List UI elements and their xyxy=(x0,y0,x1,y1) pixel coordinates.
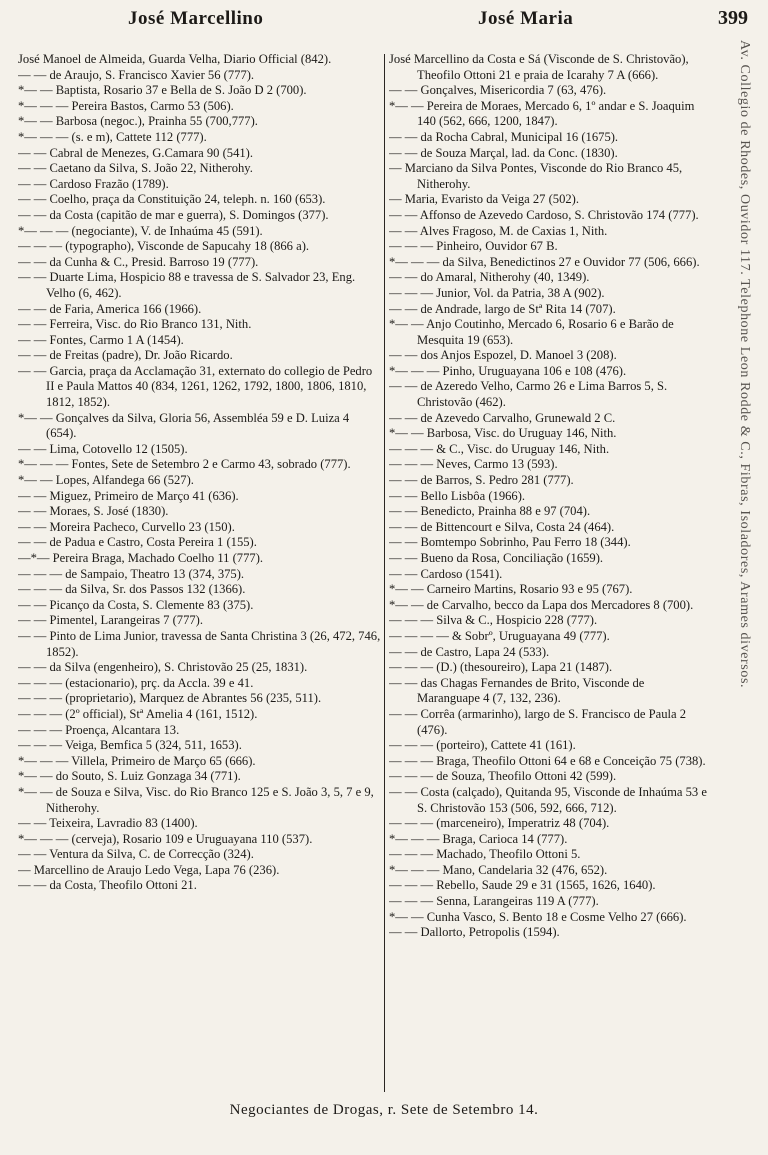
directory-entry: — — Pinto de Lima Junior, travessa de Santa Christina 3 (26, 472, 746, 1852). xyxy=(18,628,381,659)
directory-entry: — — — Silva & C., Hospicio 228 (777). xyxy=(389,613,598,628)
right-column xyxy=(389,52,709,1092)
directory-entry: — — Costa (calçado), Quitanda 95, Visconde de Inhaúma 53 e S. Christovão 153 (506, 592, 666, 712). xyxy=(389,784,707,815)
directory-entry: — — Gonçalves, Misericordia 7 (63, 476). xyxy=(389,83,607,98)
directory-entry: — — — Rebello, Saude 29 e 31 (1565, 1626, 1640). xyxy=(389,878,656,893)
directory-entry: *— — Barbosa (negoc.), Prainha 55 (700,777). xyxy=(18,114,258,129)
directory-entry: — — Ferreira, Visc. do Rio Branco 131, Nith. xyxy=(18,317,252,332)
directory-entry: — — de Barros, S. Pedro 281 (777). xyxy=(389,473,574,488)
directory-entry: — — — (2º official), Stª Amelia 4 (161, 1512). xyxy=(18,706,258,721)
directory-entry: *— — Cunha Vasco, S. Bento 18 e Cosme Velho 27 (666). xyxy=(389,909,687,924)
directory-entry: — — da Rocha Cabral, Municipal 16 (1675). xyxy=(389,129,619,144)
running-head xyxy=(0,0,768,46)
directory-entry: — — — (estacionario), prç. da Accla. 39 e 41. xyxy=(18,675,254,690)
directory-entry: *— — Lopes, Alfandega 66 (527). xyxy=(18,473,194,488)
directory-entry: — — — Braga, Theofilo Ottoni 64 e 68 e Conceição 75 (738). xyxy=(389,753,706,768)
directory-entry: — — de Souza Marçal, lad. da Conc. (1830). xyxy=(389,145,618,160)
directory-entry: — — — Machado, Theofilo Ottoni 5. xyxy=(389,847,581,862)
directory-entry: — — da Costa, Theofilo Ottoni 21. xyxy=(18,878,197,893)
directory-entry: — — Benedicto, Prainha 88 e 97 (704). xyxy=(389,504,591,519)
running-head-left: José Marcellino xyxy=(128,8,264,29)
directory-entry: — Marcellino de Araujo Ledo Vega, Lapa 76 (236). xyxy=(18,862,280,877)
directory-entry: *— — — Mano, Candelaria 32 (476, 652). xyxy=(389,862,608,877)
directory-entry: — — Caetano da Silva, S. João 22, Nitherohy. xyxy=(18,161,253,176)
directory-entry: — — de Padua e Castro, Costa Pereira 1 (155). xyxy=(18,535,257,550)
directory-entry: — — Miguez, Primeiro de Março 41 (636). xyxy=(18,488,239,503)
directory-entry: — — de Azeredo Velho, Carmo 26 e Lima Barros 5, S. Christovão (462). xyxy=(389,379,668,410)
directory-entry: — — Duarte Lima, Hospicio 88 e travessa de S. Salvador 23, Eng. Velho (6, 462). xyxy=(18,270,356,300)
directory-entry: — — Lima, Cotovello 12 (1505). xyxy=(18,441,188,456)
directory-entry: — — Dallorto, Petropolis (1594). xyxy=(389,925,560,940)
directory-entry: — — de Faria, America 166 (1966). xyxy=(18,301,202,316)
directory-entry: —*— Pereira Braga, Machado Coelho 11 (777). xyxy=(18,551,264,565)
directory-entry: — — — Junior, Vol. da Patria, 38 A (902). xyxy=(389,285,605,300)
directory-entry: — Maria, Evaristo da Veiga 27 (502). xyxy=(389,192,580,207)
directory-entry: *— — — Braga, Carioca 14 (777). xyxy=(389,831,568,846)
directory-entry: *— — Barbosa, Visc. do Uruguay 146, Nith. xyxy=(389,426,617,441)
directory-entry: — — Cabral de Menezes, G.Camara 90 (541). xyxy=(18,145,254,160)
directory-entry: — — de Castro, Lapa 24 (533). xyxy=(389,644,550,659)
directory-entry: — — — (marceneiro), Imperatriz 48 (704). xyxy=(389,816,610,831)
directory-entry: — — Corrêa (armarinho), largo de S. Francisco de Paula 2 (476). xyxy=(389,706,687,737)
directory-entry: — — da Costa (capitão de mar e guerra), S. Domingos (377). xyxy=(18,207,329,222)
directory-entry: — — de Andrade, largo de Stª Rita 14 (707). xyxy=(389,301,616,316)
directory-entry: — — — — & Sobrº, Uruguayana 49 (777). xyxy=(389,628,610,643)
running-head-right: José Maria xyxy=(478,8,574,29)
directory-entry: — — Bomtempo Sobrinho, Pau Ferro 18 (344). xyxy=(389,535,631,550)
directory-entry: *— — — da Silva, Benedictinos 27 e Ouvidor 77 (506, 666). xyxy=(389,254,700,269)
directory-entry: — — Moraes, S. José (1830). xyxy=(18,504,169,519)
directory-entry: — — Alves Fragoso, M. de Caxias 1, Nith. xyxy=(389,223,608,238)
directory-entry: *— — Carneiro Martins, Rosario 93 e 95 (767). xyxy=(389,582,633,597)
footer-advertisement: Negociantes de Drogas, r. Sete de Setembro 14. xyxy=(229,1102,539,1118)
directory-entry: — — de Azevedo Carvalho, Grunewald 2 C. xyxy=(389,410,616,425)
directory-entry: *— — — (s. e m), Cattete 112 (777). xyxy=(18,129,207,144)
directory-entry: — — dos Anjos Espozel, D. Manoel 3 (208). xyxy=(389,348,617,363)
directory-entry: — — — Veiga, Bemfica 5 (324, 511, 1653). xyxy=(18,738,242,753)
directory-entry: — — Pimentel, Larangeiras 7 (777). xyxy=(18,613,204,628)
directory-entry: *— — de Souza e Silva, Visc. do Rio Branco 125 e S. João 3, 5, 7 e 9, Nitherohy. xyxy=(18,784,374,815)
directory-entry: — — — de Sampaio, Theatro 13 (374, 375). xyxy=(18,566,245,581)
directory-entry: — — — (proprietario), Marquez de Abrantes 56 (235, 511). xyxy=(18,691,322,706)
directory-entry: — — Teixeira, Lavradio 83 (1400). xyxy=(18,816,198,831)
directory-entry: *— — Pereira de Moraes, Mercado 6, 1º andar e S. Joaquim 140 (562, 666, 1200, 1847). xyxy=(389,98,695,129)
directory-entry: — — das Chagas Fernandes de Brito, Visconde de Maranguape 4 (7, 132, 236). xyxy=(389,675,645,706)
directory-entry: — — de Araujo, S. Francisco Xavier 56 (777). xyxy=(18,67,255,82)
directory-entry: — — Coelho, praça da Constituição 24, teleph. n. 160 (653). xyxy=(18,192,326,207)
column-divider xyxy=(384,54,385,1092)
directory-entry: *— — — Pinho, Uruguayana 106 e 108 (476). xyxy=(389,363,627,378)
directory-entry: — — — & C., Visc. do Uruguay 146, Nith. xyxy=(389,441,610,456)
directory-entry: — — Moreira Pacheco, Curvello 23 (150). xyxy=(18,519,235,534)
directory-entry: — — Picanço da Costa, S. Clemente 83 (375). xyxy=(18,597,254,612)
directory-entry: *— — Baptista, Rosario 37 e Bella de S. João D 2 (700). xyxy=(18,83,307,98)
directory-entry: — — Cardoso (1541). xyxy=(389,566,503,581)
directory-entry: José Manoel de Almeida, Guarda Velha, Diario Official (842). xyxy=(18,52,332,66)
directory-entry: — — — Proença, Alcantara 13. xyxy=(18,722,180,737)
directory-entry: — — do Amaral, Nitherohy (40, 1349). xyxy=(389,270,590,285)
directory-entry: *— — — Villela, Primeiro de Março 65 (666). xyxy=(18,753,256,768)
directory-entry: *— — — Pereira Bastos, Carmo 53 (506). xyxy=(18,98,234,113)
directory-entry: *— — — (negociante), V. de Inhaúma 45 (591). xyxy=(18,223,263,238)
directory-entry: — — — Neves, Carmo 13 (593). xyxy=(389,457,558,472)
directory-entry: — — Bueno da Rosa, Conciliação (1659). xyxy=(389,551,604,565)
directory-entry: — — Garcia, praça da Acclamação 31, externato do collegio de Pedro II e Paula Mattos 40 (834, 1261, 1262, 1792, 1800, 1806, 1810, 1812, 1852). xyxy=(18,363,373,410)
left-column xyxy=(18,52,382,1092)
directory-entry: José Marcellino da Costa e Sá (Visconde de S. Christovão), Theofilo Ottoni 21 e praia de Icarahy 7 A (666). xyxy=(389,52,689,82)
directory-entry: *— — — (cerveja), Rosario 109 e Uruguayana 110 (537). xyxy=(18,831,313,846)
directory-entry: — — Affonso de Azevedo Cardoso, S. Christovão 174 (777). xyxy=(389,207,699,222)
directory-entry: — — — de Souza, Theofilo Ottoni 42 (599). xyxy=(389,769,617,784)
directory-entry: *— — do Souto, S. Luiz Gonzaga 34 (771). xyxy=(18,769,241,784)
page-number: 399 xyxy=(718,7,748,29)
directory-entry: — — — da Silva, Sr. dos Passos 132 (1366). xyxy=(18,582,246,597)
directory-entry: — — — (typographo), Visconde de Sapucahy 18 (866 a). xyxy=(18,239,310,254)
directory-entry: — — Ventura da Silva, C. de Correcção (324). xyxy=(18,847,254,862)
directory-entry: *— — — Fontes, Sete de Setembro 2 e Carmo 43, sobrado (777). xyxy=(18,457,351,472)
directory-entry: — — da Cunha & C., Presid. Barroso 19 (777). xyxy=(18,254,259,269)
directory-entry: — — — (porteiro), Cattete 41 (161). xyxy=(389,738,576,753)
directory-entry: *— — Gonçalves da Silva, Gloria 56, Assembléa 59 e D. Luiza 4 (654). xyxy=(18,410,350,441)
directory-entry: *— — Anjo Coutinho, Mercado 6, Rosario 6 e Barão de Mesquita 19 (653). xyxy=(389,317,674,347)
directory-entry: — — — (D.) (thesoureiro), Lapa 21 (1487). xyxy=(389,660,613,675)
directory-entry: — — de Freitas (padre), Dr. João Ricardo. xyxy=(18,348,233,363)
directory-entry: — — Fontes, Carmo 1 A (1454). xyxy=(18,332,184,347)
directory-entry: — Marciano da Silva Pontes, Visconde do Rio Branco 45, Nitherohy. xyxy=(389,161,683,191)
directory-entry: — — da Silva (engenheiro), S. Christovão 25 (25, 1831). xyxy=(18,660,308,675)
directory-entry: — — — Senna, Larangeiras 119 A (777). xyxy=(389,894,599,909)
directory-entry: — — Bello Lisbôa (1966). xyxy=(389,488,526,503)
side-margin-advertisement: Av. Collegio de Rhodes, Ouvidor 117. Telephone Leon Rodde & C., Fibras, Isoladores, Arames diversos. xyxy=(737,40,752,689)
directory-entry: *— — de Carvalho, becco da Lapa dos Mercadores 8 (700). xyxy=(389,597,694,612)
directory-entry: — — de Bittencourt e Silva, Costa 24 (464). xyxy=(389,519,615,534)
directory-entry: — — Cardoso Frazão (1789). xyxy=(18,176,169,191)
directory-entry: — — — Pinheiro, Ouvidor 67 B. xyxy=(389,239,558,254)
